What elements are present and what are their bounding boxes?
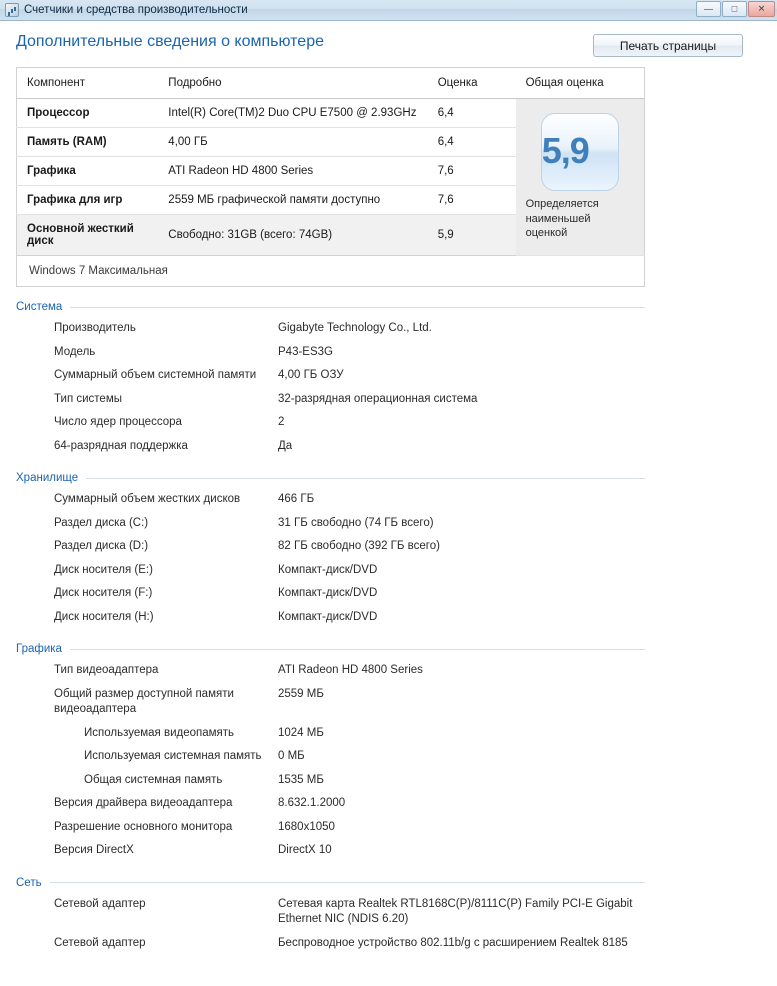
section-title: Система bbox=[16, 301, 63, 313]
detail-key: Сетевой адаптер bbox=[54, 897, 146, 910]
row-component: Основной жесткий диск bbox=[17, 215, 159, 256]
detail-row bbox=[16, 683, 645, 722]
section-system bbox=[16, 301, 645, 458]
detail-value: 466 ГБ bbox=[278, 493, 315, 506]
detail-row bbox=[16, 388, 645, 412]
close-button[interactable] bbox=[748, 1, 775, 17]
header-score: Оценка bbox=[428, 68, 516, 99]
detail-key: Модель bbox=[54, 345, 96, 358]
section-rows bbox=[16, 317, 645, 458]
section-header bbox=[16, 877, 645, 889]
detail-row bbox=[16, 932, 645, 956]
row-component: Память (RAM) bbox=[17, 128, 159, 157]
detail-value: 32-разрядная операционная система bbox=[278, 392, 478, 405]
window-title: Счетчики и средства производительности bbox=[24, 4, 248, 16]
detail-row bbox=[16, 535, 645, 559]
detail-value: Компакт-диск/DVD bbox=[278, 587, 378, 600]
row-component: Процессор bbox=[17, 99, 159, 128]
header-overall: Общая оценка bbox=[516, 68, 645, 99]
table-header-row bbox=[17, 68, 645, 99]
row-detail: Intel(R) Core(TM)2 Duo CPU E7500 @ 2.93GHz bbox=[158, 99, 427, 128]
maximize-icon: □ bbox=[731, 3, 738, 14]
detail-row bbox=[16, 659, 645, 683]
section-divider bbox=[86, 478, 645, 479]
detail-row bbox=[16, 435, 645, 459]
detail-value: 82 ГБ свободно (392 ГБ всего) bbox=[278, 540, 440, 553]
overall-score-badge bbox=[541, 113, 619, 191]
detail-value: 8.632.1.2000 bbox=[278, 797, 346, 810]
detail-key: Разрешение основного монитора bbox=[54, 820, 233, 833]
section-title: Хранилище bbox=[16, 472, 79, 485]
page-header bbox=[16, 21, 761, 65]
row-detail: Свободно: 31GB (всего: 74GB) bbox=[158, 215, 427, 256]
row-score: 6,4 bbox=[428, 128, 516, 157]
row-score: 5,9 bbox=[428, 215, 516, 256]
detail-value: Да bbox=[278, 439, 293, 452]
detail-value: 2559 МБ bbox=[278, 687, 324, 700]
header-detail: Подробно bbox=[158, 68, 427, 99]
section-divider bbox=[70, 649, 645, 650]
detail-key: Раздел диска (C:) bbox=[54, 516, 149, 529]
detail-value: DirectX 10 bbox=[278, 844, 332, 857]
detail-row bbox=[16, 722, 645, 746]
detail-key: Производитель bbox=[54, 322, 136, 334]
maximize-button[interactable] bbox=[722, 1, 747, 17]
row-score: 7,6 bbox=[428, 157, 516, 186]
section-divider bbox=[70, 307, 645, 308]
page-title: Дополнительные сведения о компьютере bbox=[16, 33, 324, 50]
os-edition-label: Windows 7 Максимальная bbox=[16, 256, 645, 287]
overall-score-cell bbox=[516, 99, 645, 256]
detail-key: Число ядер процессора bbox=[54, 416, 182, 429]
detail-key: Общая системная память bbox=[84, 773, 223, 786]
section-rows bbox=[16, 488, 645, 629]
detail-key: Используемая видеопамять bbox=[84, 726, 235, 739]
detail-row bbox=[16, 769, 645, 793]
detail-key: Общий размер доступной памяти видеоадаптера bbox=[54, 687, 234, 716]
detail-value: Компакт-диск/DVD bbox=[278, 610, 378, 623]
detail-key: Тип системы bbox=[54, 392, 122, 405]
detail-value: 31 ГБ свободно (74 ГБ всего) bbox=[278, 516, 434, 529]
minimize-icon: — bbox=[704, 3, 713, 14]
detail-key: Суммарный объем жестких дисков bbox=[54, 493, 241, 506]
detail-row bbox=[16, 341, 645, 365]
section-title: Графика bbox=[16, 643, 62, 656]
detail-key: Раздел диска (D:) bbox=[54, 540, 149, 553]
detail-key: Версия DirectX bbox=[54, 844, 134, 857]
detail-value: 4,00 ГБ ОЗУ bbox=[278, 369, 344, 382]
detail-value: Сетевая карта Realtek RTL8168C(P)/8111C(P) Family PCI-E Gigabit Ethernet NIC (NDIS 6.20) bbox=[278, 897, 633, 926]
close-icon: ✕ bbox=[757, 3, 766, 14]
detail-row bbox=[16, 816, 645, 840]
detail-row bbox=[16, 792, 645, 816]
detail-value: 1024 МБ bbox=[278, 726, 324, 739]
row-component: Графика для игр bbox=[17, 186, 159, 215]
row-detail: 4,00 ГБ bbox=[158, 128, 427, 157]
detail-key: Суммарный объем системной памяти bbox=[54, 369, 257, 382]
performance-score-table bbox=[16, 67, 645, 256]
window-title-bar bbox=[0, 0, 777, 21]
score-table-header bbox=[17, 68, 645, 99]
detail-key: 64-разрядная поддержка bbox=[54, 439, 188, 452]
row-score: 7,6 bbox=[428, 186, 516, 215]
detail-value: 1680x1050 bbox=[278, 820, 335, 833]
page-content bbox=[0, 21, 777, 955]
section-header bbox=[16, 643, 645, 655]
detail-row bbox=[16, 745, 645, 769]
detail-value: P43-ES3G bbox=[278, 345, 333, 358]
score-table-body bbox=[17, 99, 645, 256]
section-header bbox=[16, 301, 645, 313]
detail-row bbox=[16, 512, 645, 536]
section-storage bbox=[16, 472, 645, 629]
detail-row bbox=[16, 317, 645, 341]
detail-row bbox=[16, 893, 645, 932]
detail-value: Компакт-диск/DVD bbox=[278, 563, 378, 576]
window-controls bbox=[696, 1, 775, 17]
detail-row bbox=[16, 364, 645, 388]
detail-key: Версия драйвера видеоадаптера bbox=[54, 797, 233, 810]
section-network bbox=[16, 877, 645, 956]
section-header bbox=[16, 472, 645, 484]
table-row bbox=[17, 99, 645, 128]
row-component: Графика bbox=[17, 157, 159, 186]
row-score: 6,4 bbox=[428, 99, 516, 128]
section-divider bbox=[50, 882, 645, 883]
detail-row bbox=[16, 606, 645, 630]
detail-row bbox=[16, 559, 645, 583]
overall-score-value: 5,9 bbox=[541, 129, 589, 171]
detail-key: Тип видеоадаптера bbox=[54, 664, 159, 677]
detail-key: Используемая системная память bbox=[84, 750, 262, 763]
minimize-button[interactable] bbox=[696, 1, 721, 17]
detail-value: Беспроводное устройство 802.11b/g с расширением Realtek 8185 bbox=[278, 936, 628, 949]
detail-value: Gigabyte Technology Co., Ltd. bbox=[278, 322, 432, 334]
detail-key: Диск носителя (H:) bbox=[54, 610, 154, 623]
header-component: Компонент bbox=[17, 68, 159, 99]
row-detail: ATI Radeon HD 4800 Series bbox=[158, 157, 427, 186]
section-rows bbox=[16, 893, 645, 956]
detail-value: 2 bbox=[278, 416, 285, 429]
detail-value: ATI Radeon HD 4800 Series bbox=[278, 664, 423, 677]
detail-value: 1535 МБ bbox=[278, 773, 324, 786]
overall-score-note: Определяется наименьшей оценкой bbox=[525, 197, 599, 240]
section-rows bbox=[16, 659, 645, 863]
detail-key: Сетевой адаптер bbox=[54, 936, 146, 949]
detail-key: Диск носителя (F:) bbox=[54, 587, 153, 600]
detail-value: 0 МБ bbox=[278, 750, 305, 763]
detail-row bbox=[16, 839, 645, 863]
performance-icon bbox=[5, 3, 19, 17]
section-title: Сеть bbox=[16, 876, 42, 889]
detail-row bbox=[16, 488, 645, 512]
row-detail: 2559 МБ графической памяти доступно bbox=[158, 186, 427, 215]
section-graphics bbox=[16, 643, 645, 863]
detail-key: Диск носителя (E:) bbox=[54, 563, 153, 576]
print-page-button[interactable]: Печать страницы bbox=[593, 34, 743, 57]
detail-row bbox=[16, 411, 645, 435]
detail-row bbox=[16, 582, 645, 606]
